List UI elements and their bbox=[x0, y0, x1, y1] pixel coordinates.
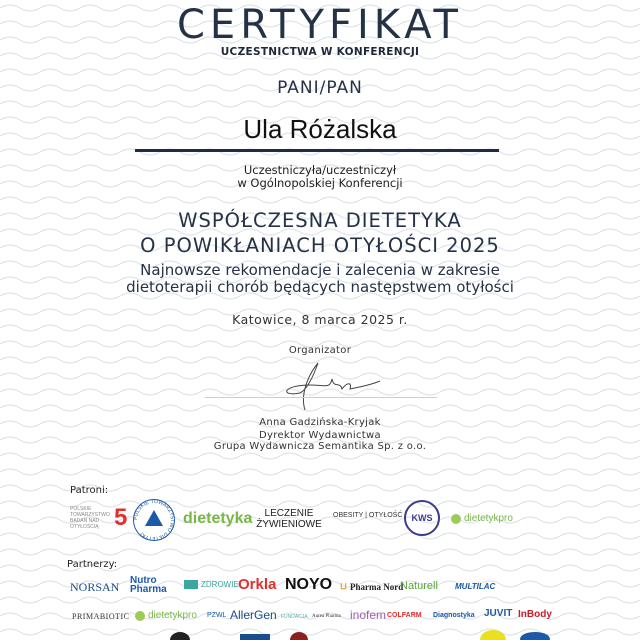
organizer-company: Grupa Wydawnicza Semantika Sp. z o.o. bbox=[213, 441, 427, 452]
partner-logo-zdrowie: ZDROWIE bbox=[184, 580, 239, 589]
patron-logo-leczenie: LECZENIE ŻYWIENIOWE bbox=[256, 508, 322, 530]
conference-title-line-2: O POWIKŁANIACH OTYŁOŚCI 2025 bbox=[140, 234, 500, 257]
conference-desc-line-1: Najnowsze rekomendacje i zalecenia w zakresie bbox=[140, 261, 500, 279]
certificate-title: CERTYFIKAT bbox=[177, 2, 463, 48]
conference-title-line-1: WSPÓŁCZESNA DIETETYKA bbox=[178, 209, 462, 232]
patron-logo-dietetykpro: dietetykpro bbox=[451, 513, 513, 524]
partner-logo-fundacja: FUNDACJA bbox=[281, 614, 308, 620]
participation-line-2: w Ogólnopolskiej Konferencji bbox=[237, 176, 403, 190]
partner-logo-norsan: NORSAN bbox=[70, 580, 120, 594]
patrons-label: Patroni: bbox=[70, 485, 109, 496]
partner-logo-juvit: JUVIT bbox=[484, 608, 513, 619]
partner-logo-nutropharma: Nutro Pharma bbox=[130, 575, 167, 595]
partner-logo-inofem: inofem bbox=[350, 608, 387, 622]
signature-line bbox=[205, 397, 437, 398]
organizer-label: Organizator bbox=[288, 345, 352, 356]
partner-logo-colfarm: COLFARM bbox=[387, 612, 422, 619]
patron-logo-obesity: OBESITY | OTYŁOŚĆ bbox=[333, 512, 403, 519]
organizer-name: Anna Gadzińska-Kryjak bbox=[259, 417, 381, 428]
patron-logo-ptbo: POLSKIE TOWARZYSTWO BADAŃ NAD OTYŁOŚCIĄ 5 bbox=[70, 504, 128, 531]
patron-ptd-name: POLSKIE TOWARZYSTWO DIETETYKI bbox=[132, 498, 176, 542]
partner-logo-aureapharma: Aurea Pharma bbox=[312, 614, 341, 619]
participant-name: Ula Różalska bbox=[243, 114, 397, 144]
signature bbox=[270, 355, 390, 415]
patron-logo-ptd bbox=[132, 498, 176, 542]
partners-label: Partnerzy: bbox=[67, 559, 118, 570]
partner-logo-pzwl: PZWL bbox=[207, 612, 227, 619]
participation-line-1: Uczestniczyła/uczestniczył bbox=[243, 163, 397, 177]
conference-desc-line-2: dietoterapii chorób będących następstwem otyłości bbox=[126, 278, 514, 296]
patron-logo-dietetyka: dietetyka bbox=[183, 510, 253, 527]
partner-logo-partial bbox=[520, 632, 550, 640]
partner-logo-allergen: AllerGen bbox=[230, 608, 277, 622]
place-date: Katowice, 8 marca 2025 r. bbox=[232, 312, 408, 327]
organizer-role: Dyrektor Wydawnictwa bbox=[259, 430, 381, 441]
partner-logo-orkla: Orkla bbox=[238, 576, 277, 593]
salutation: PANI/PAN bbox=[277, 78, 363, 98]
partner-logo-dietetykpro: dietetykpro bbox=[135, 610, 197, 621]
partner-logo-noyo: NOYO bbox=[285, 576, 333, 593]
partner-logo-naturell: Naturell bbox=[400, 580, 438, 592]
name-underline bbox=[135, 149, 499, 152]
partner-logo-inbody: InBody bbox=[518, 609, 552, 620]
partner-logo-pharmanord: ⊔ Pharma Nord bbox=[340, 581, 404, 592]
partner-logo-multilac: MULTILAC bbox=[455, 582, 496, 591]
certificate-subtitle: UCZESTNICTWA W KONFERENCJI bbox=[220, 46, 420, 58]
partner-logo-primabiotic: PRIMABIOTIC bbox=[72, 612, 130, 621]
partner-logo-diagnostyka: Diagnostyka bbox=[433, 612, 475, 619]
patron-logo-kws: KWS bbox=[404, 500, 440, 536]
partner-logo-partial bbox=[240, 634, 270, 640]
